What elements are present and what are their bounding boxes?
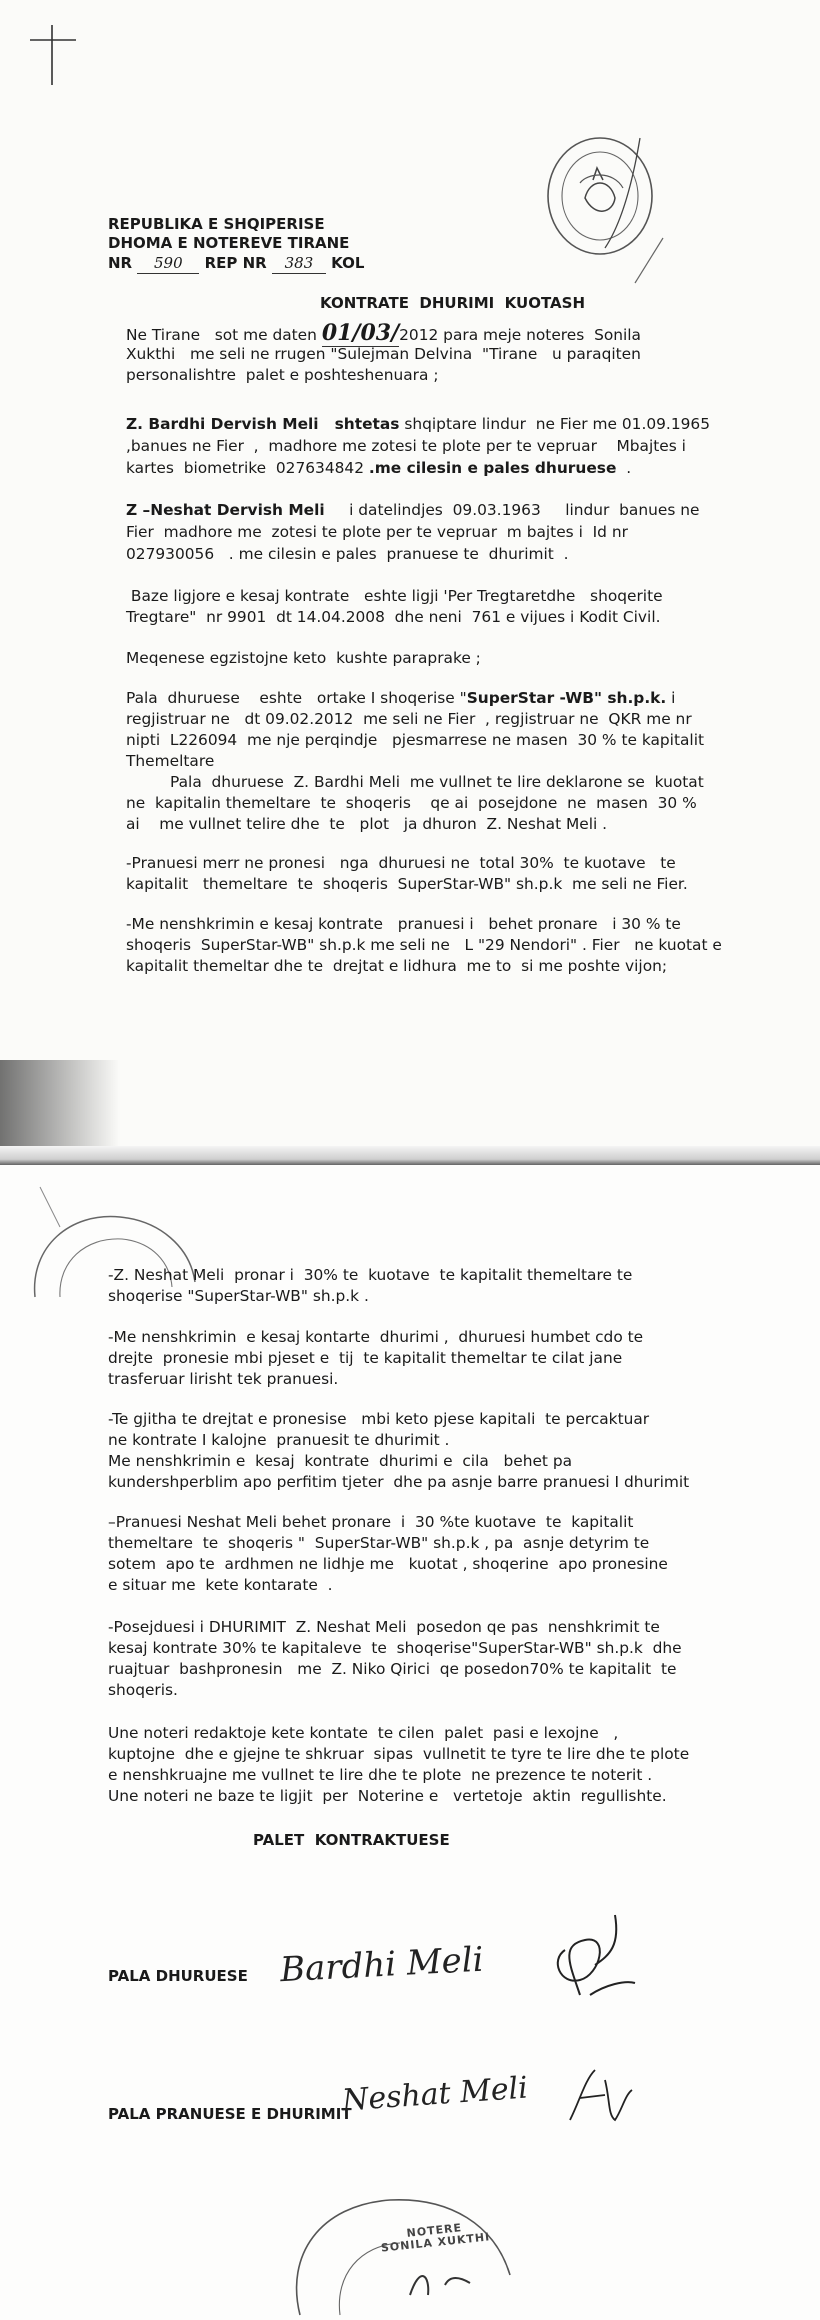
rep-value: 383 — [272, 254, 326, 274]
intro-line-2: Xukthi me seli ne rrugen "Sulejman Delvina "Tirane u paraqiten — [126, 345, 641, 363]
para1-line-1 — [126, 688, 675, 709]
party1-line-3-end: . — [616, 459, 632, 477]
party1-name: Z. Bardhi Dervish Meli shtetas — [126, 415, 400, 433]
bottom-stamp-text: NOTERE SONILA XUKTHI — [380, 2221, 491, 2255]
recipient-signature — [560, 2060, 640, 2130]
party2-line-1-rest: i datelindjes 09.03.1963 lindur banues ne — [324, 501, 700, 519]
para4-line-2: shoqeris SuperStar-WB" sh.p.k me seli ne L "29 Nendori" . Fier ne kuotat e — [126, 936, 722, 954]
para3-line-2: kapitalit themeltare te shoqeris SuperStar-WB" sh.p.k me seli ne Fier. — [126, 875, 688, 893]
para2-line-3: ai me vullnet telire dhe te plot ja dhuron Z. Neshat Meli . — [126, 815, 608, 833]
p2-para4-line-2: themeltare te shoqeris " SuperStar-WB" sh.p.k , pa asnje detyrim te — [108, 1534, 650, 1552]
party1-id: kartes biometrike 027634842 — [126, 459, 369, 477]
p2-para3-line-4: kundershperblim apo perfitim tjeter dhe pa asnje barre pranuesi I dhurimit — [108, 1473, 690, 1491]
p2-para3-line-2: ne kontrate I kalojne pranuesit te dhurimit . — [108, 1431, 450, 1449]
intro-line-1-start: Ne Tirane sot me daten — [126, 326, 322, 344]
kol-label: KOL — [331, 254, 365, 272]
p2-para5-line-4: shoqeris. — [108, 1681, 178, 1699]
para2-line-2: ne kapitalin themeltare te shoqeris qe ai posejdone ne masen 30 % — [126, 794, 697, 812]
p2-para5-line-3: ruajtuar bashpronesin me Z. Niko Qirici qe posedon70% te kapitalit te — [108, 1660, 677, 1678]
para1-line-1-start: Pala dhuruese eshte ortake I shoqerise " — [126, 689, 467, 707]
basis-line-2: Tregtare" nr 9901 dt 14.04.2008 dhe neni 761 e vijues i Kodit Civil. — [126, 608, 661, 626]
nr-value: 590 — [137, 254, 199, 274]
party2-line-3: 027930056 . me cilesin e pales pranuese te dhurimit . — [126, 545, 569, 563]
recipient-label: PALA PRANUESE E DHURIMIT — [108, 2105, 352, 2123]
p2-para2-line-2: drejte pronesie mbi pjeset e tij te kapitalit themeltar te cilat jane — [108, 1349, 623, 1367]
donor-signature — [540, 1905, 640, 2015]
party2-line-2: Fier madhore me zotesi te plote per te vepruar m bajtes i Id nr — [126, 523, 628, 541]
date-handwritten: 01/03/ — [321, 320, 400, 346]
rep-prefix: REP NR — [204, 254, 267, 272]
header-chamber: DHOMA E NOTEREVE TIRANE — [108, 234, 350, 252]
basis-line-1: Baze ligjore e kesaj kontrate eshte ligji 'Per Tregtaretdhe shoqerite — [126, 587, 663, 605]
party1-line-3 — [126, 458, 631, 479]
p2-para6-line-3: e nenshkruajne me vullnet te lire dhe te plote ne prezence te noterit . — [108, 1766, 653, 1784]
nr-prefix: NR — [108, 254, 133, 272]
party1-line-2: ,banues ne Fier , madhore me zotesi te plote per te vepruar Mbajtes i — [126, 437, 686, 455]
p2-para4-line-4: e situar me kete kontarate . — [108, 1576, 333, 1594]
para1-line-2: regjistruar ne dt 09.02.2012 me seli ne Fier , regjistruar ne QKR me nr — [126, 710, 692, 728]
para1-line-4: Themeltare — [126, 752, 215, 770]
intro-line-1 — [126, 320, 641, 346]
party2-name: Z –Neshat Dervish Meli — [126, 501, 325, 519]
donor-signature-name: Bardhi Meli — [279, 1939, 485, 1991]
page-fold-edge — [0, 1146, 820, 1165]
contract-title: KONTRATE DHURIMI KUOTASH — [320, 294, 585, 312]
p2-para4-line-3: sotem apo te ardhmen ne lidhje me kuotat , shoqerine apo pronesine — [108, 1555, 668, 1573]
para1-line-1-end: i — [666, 689, 676, 707]
p2-para6-line-2: kuptojne dhe e gjejne te shkruar sipas vullnetit te tyre te lire dhe te plote — [108, 1745, 690, 1763]
p2-para3-line-1: -Te gjitha te drejtat e pronesise mbi keto pjese kapitali te percaktuar — [108, 1410, 650, 1428]
p2-para5-line-1: -Posejduesi i DHURIMIT Z. Neshat Meli posedon qe pas nenshkrimit te — [108, 1618, 660, 1636]
header-registry-line — [108, 254, 364, 274]
p2-para6-line-4: Une noteri ne baze te ligjit per Noterine e vertetoje aktin regullishte. — [108, 1787, 667, 1805]
para3-line-1: -Pranuesi merr ne pronesi nga dhuruesi ne total 30% te kuotave te — [126, 854, 676, 872]
p2-para2-line-3: trasferuar lirisht tek pranuesi. — [108, 1370, 339, 1388]
p2-para4-line-1: –Pranuesi Neshat Meli behet pronare i 30 %te kuotave te kapitalit — [108, 1513, 634, 1531]
p2-para2-line-1: -Me nenshkrimin e kesaj kontarte dhurimi , dhuruesi humbet cdo te — [108, 1328, 644, 1346]
para4-line-3: kapitalit themeltar dhe te drejtat e lidhura me to si me poshte vijon; — [126, 957, 668, 975]
parties-heading: PALET KONTRAKTUESE — [253, 1831, 450, 1849]
intro-line-1-end: 2012 para meje noteres Sonila — [399, 326, 641, 344]
donor-label: PALA DHURUESE — [108, 1967, 248, 1985]
notary-seal-stamp — [535, 128, 675, 288]
company-type: sh.p.k. — [601, 689, 667, 707]
party2-line-1 — [126, 500, 699, 521]
header-republic: REPUBLIKA E SHQIPERISE — [108, 215, 325, 233]
document-page-2 — [0, 1165, 820, 2320]
recipient-signature-name: Neshat Meli — [341, 2070, 529, 2119]
p2-para1-line-2: shoqerise "SuperStar-WB" sh.p.k . — [108, 1287, 369, 1305]
conditions-line: Meqenese egzistojne keto kushte paraprake ; — [126, 649, 481, 667]
company-name: SuperStar -WB" — [466, 689, 602, 707]
p2-para5-line-2: kesaj kontrate 30% te kapitaleve te shoqerise"SuperStar-WB" sh.p.k dhe — [108, 1639, 682, 1657]
p2-para3-line-3: Me nenshkrimin e kesaj kontrate dhurimi e cila behet pa — [108, 1452, 573, 1470]
para1-line-3: nipti L226094 me nje perqindje pjesmarrese ne masen 30 % te kapitalit — [126, 731, 705, 749]
para4-line-1: -Me nenshkrimin e kesaj kontrate pranuesi i behet pronare i 30 % te — [126, 915, 681, 933]
para2-line-1: Pala dhuruese Z. Bardhi Meli me vullnet te lire deklarone se kuotat — [126, 773, 704, 791]
p2-para1-line-1: -Z. Neshat Meli pronar i 30% te kuotave te kapitalit themeltare te — [108, 1266, 633, 1284]
intro-line-3: personalishtre palet e poshteshenuara ; — [126, 366, 439, 384]
party1-role: .me cilesin e pales dhuruese — [368, 459, 617, 477]
party1-line-1-rest: shqiptare lindur ne Fier me 01.09.1965 — [399, 415, 710, 433]
party1-line-1 — [126, 414, 710, 435]
p2-para6-line-1: Une noteri redaktoje kete kontate te cilen palet pasi e lexojne , — [108, 1724, 619, 1742]
corner-cross-mark — [30, 25, 80, 85]
